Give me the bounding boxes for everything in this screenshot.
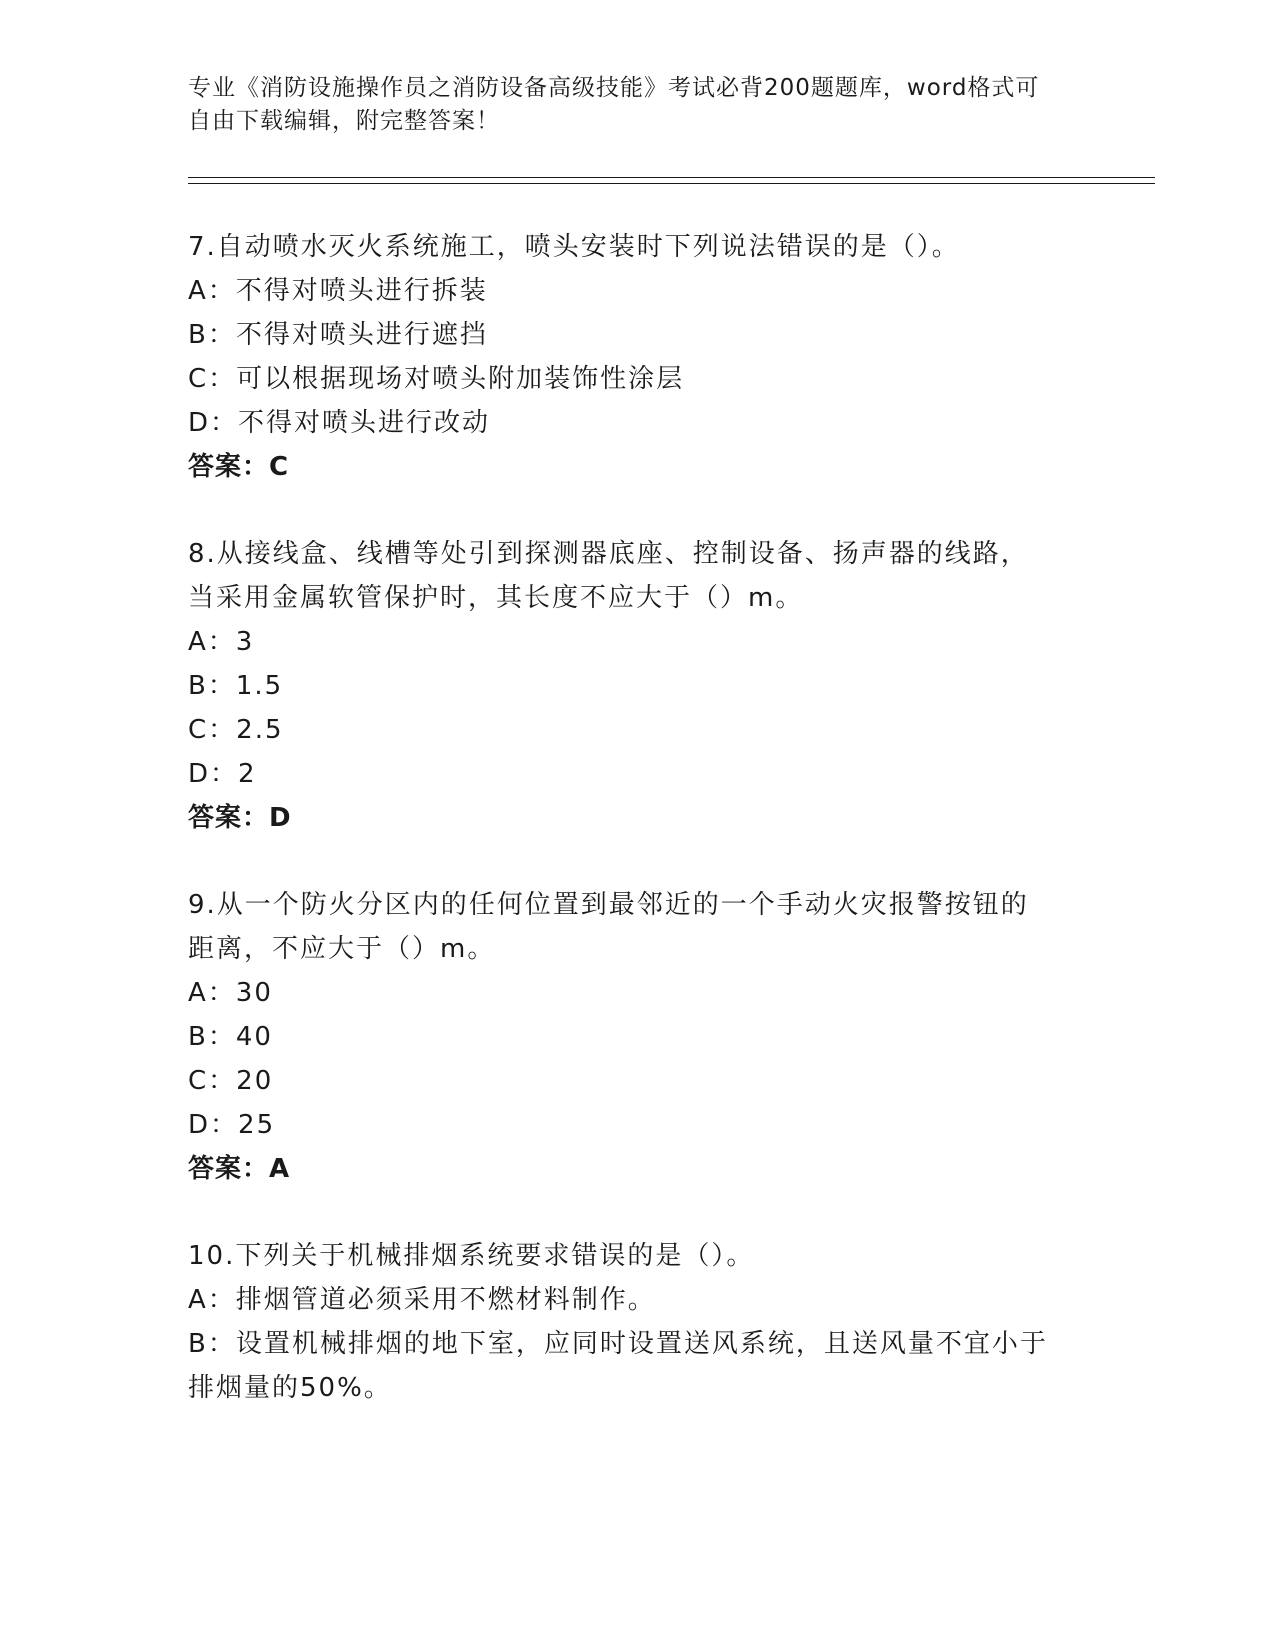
question-8-stem-line-1: 8.从接线盒、线槽等处引到探测器底座、控制设备、扬声器的线路， [188,539,1029,569]
question-8-option-a: A：3 [188,627,255,657]
question-7-option-c: C：可以根据现场对喷头附加装饰性涂层 [188,364,685,394]
question-8-option-c: C：2.5 [188,715,284,745]
question-10-option-a: A：排烟管道必须采用不燃材料制作。 [188,1285,656,1315]
question-7-option-a: A：不得对喷头进行拆装 [188,276,488,306]
header-divider-top [188,177,1155,178]
question-9-option-d: D：25 [188,1110,276,1140]
header-divider-bottom [188,183,1155,184]
question-8-answer: 答案：D [188,803,292,833]
question-8-option-d: D：2 [188,759,257,789]
question-10-stem: 10.下列关于机械排烟系统要求错误的是（）。 [188,1241,755,1271]
question-7-answer: 答案：C [188,452,290,482]
question-9-option-a: A：30 [188,978,273,1008]
question-9-stem-line-2: 距离，不应大于（）m。 [188,934,496,964]
question-10-option-b: B：设置机械排烟的地下室，应同时设置送风系统，且送风量不宜小于 [188,1329,1048,1359]
question-7-option-d: D：不得对喷头进行改动 [188,408,491,438]
question-8-option-b: B：1.5 [188,671,284,701]
header-line-2: 自由下载编辑，附完整答案！ [188,108,500,134]
question-9-answer: 答案：A [188,1154,291,1184]
document-header [188,72,1068,138]
question-9-option-c: C：20 [188,1066,274,1096]
question-8-stem-line-2: 当采用金属软管保护时，其长度不应大于（）m。 [188,583,804,613]
question-10-option-b-continued: 排烟量的50%。 [188,1373,392,1403]
question-7-stem: 7.自动喷水灭火系统施工，喷头安装时下列说法错误的是（）。 [188,232,960,262]
header-line-1: 专业《消防设施操作员之消防设备高级技能》考试必背200题题库，word格式可 [188,75,1040,101]
question-7-option-b: B：不得对喷头进行遮挡 [188,320,488,350]
question-9-stem-line-1: 9.从一个防火分区内的任何位置到最邻近的一个手动火灾报警按钮的 [188,890,1029,920]
question-9-option-b: B：40 [188,1022,273,1052]
